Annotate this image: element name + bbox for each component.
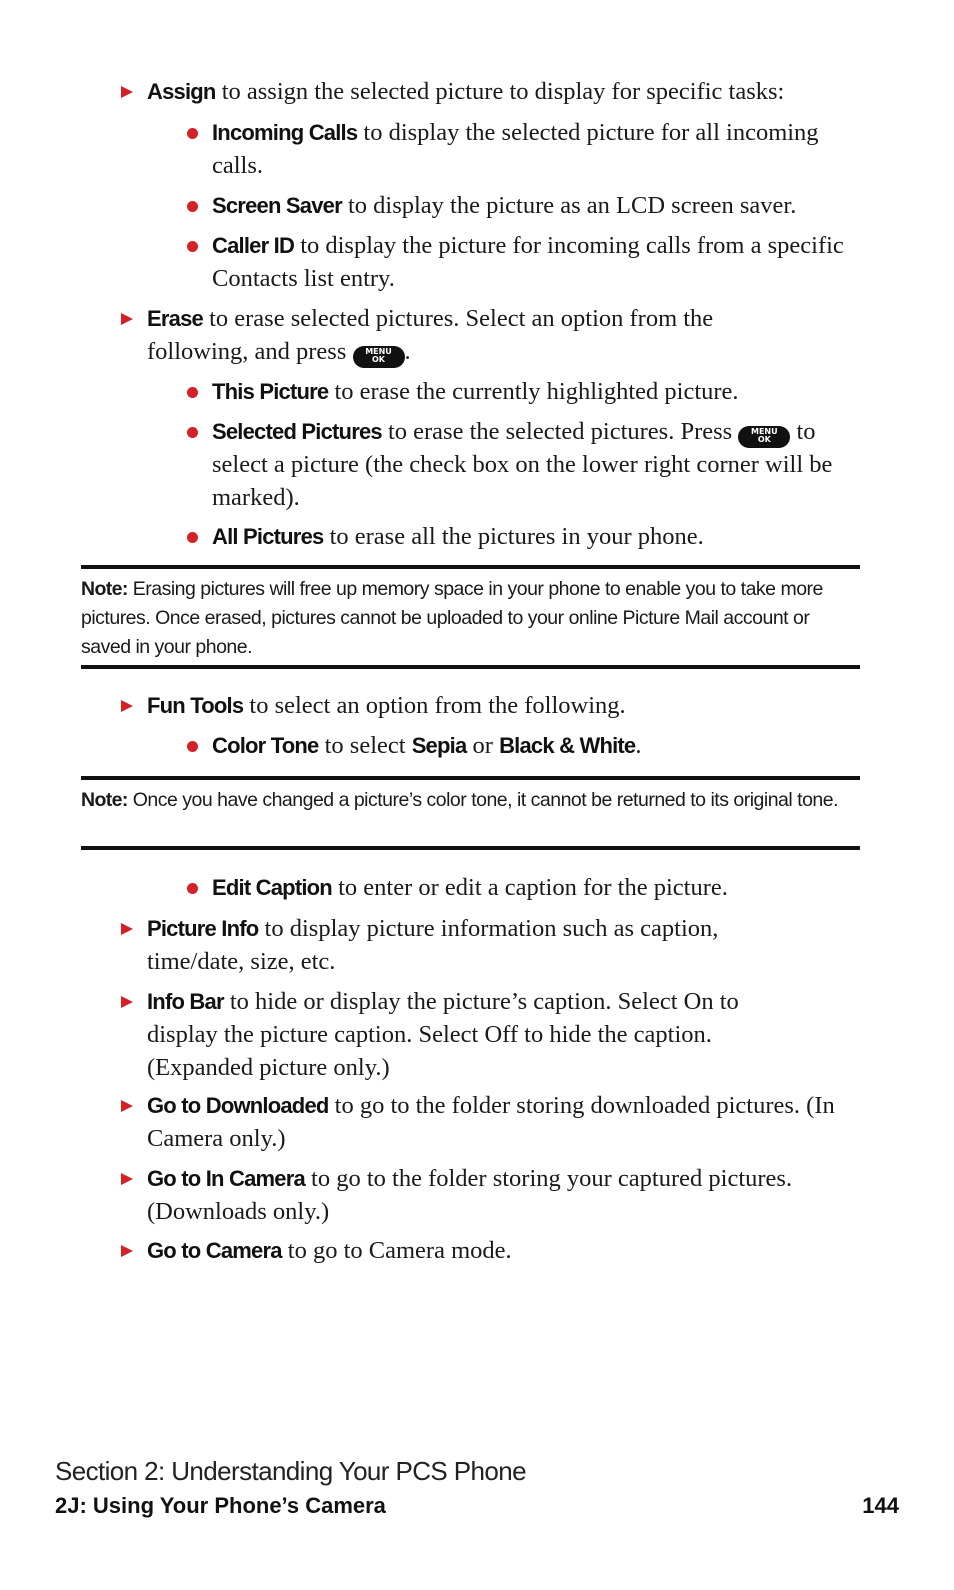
note-box-tone [81,776,860,850]
term-label: Incoming Calls [212,120,358,145]
option-picture-info [147,912,787,978]
menu-ok-key-icon: MENU OK [353,346,405,368]
term-label: Info Bar [147,989,224,1014]
option-sepia: Sepia [411,733,467,758]
dot-bullet-icon [187,427,198,438]
term-label: Selected Pictures [212,419,382,444]
arrow-bullet-icon [121,1173,133,1185]
note-text: Erasing pictures will free up memory space in your phone to enable you to take more pictures. Once erased, pictures cannot be uploaded to your online Picture Mail account or saved in your phone. [81,578,823,658]
description: to assign the selected picture to display for specific tasks: [215,78,785,105]
option-assign [147,75,867,108]
arrow-bullet-icon [121,1245,133,1257]
description: to go to Camera mode. [281,1237,512,1264]
description: to select an option from the following. [243,692,626,719]
term-label: Go to Camera [147,1238,282,1263]
description: to display the picture for incoming calls from a specific Contacts list entry. [212,232,844,292]
dot-bullet-icon [187,883,198,894]
arrow-bullet-icon [121,923,133,935]
page-number: 144 [862,1493,899,1518]
description: to hide or display the picture’s caption. Select On to display the picture caption. Select Off to hide the caption. (Expanded picture only.) [147,988,739,1081]
description: to display the picture as an LCD screen saver. [341,192,797,219]
option-screen-saver [212,189,867,222]
option-caller-id [212,229,867,295]
description-continued: to select a picture (the check box on the lower right corner will be marked). [212,418,833,511]
option-selected-pictures [212,415,867,514]
description: to go to the folder storing your captured pictures. (Downloads only.) [147,1165,793,1225]
note-text: Once you have changed a picture’s color tone, it cannot be returned to its original tone. [127,789,839,811]
menu-ok-key-icon: MENU OK [738,426,790,448]
term-label: Erase [147,306,203,331]
description: to display picture information such as caption, time/date, size, etc. [147,915,719,975]
term-label: Caller ID [212,233,295,258]
option-erase: Erase to erase selected pictures. Select an option from the following, and press MENU OK . [147,302,787,368]
term-label: Picture Info [147,916,259,941]
term-label: Go to In Camera [147,1166,305,1191]
option-fun-tools [147,689,867,722]
dot-bullet-icon [187,532,198,543]
option-go-to-in-camera [147,1162,867,1228]
arrow-bullet-icon [121,86,133,98]
dot-bullet-icon [187,241,198,252]
footer-section-title: Section 2: Understanding Your PCS Phone [55,1456,526,1486]
option-black-white: Black & White [499,733,636,758]
option-incoming-calls [212,116,867,182]
dot-bullet-icon [187,741,198,752]
description: to erase the currently highlighted picture. [328,378,739,405]
description: to erase all the pictures in your phone. [323,523,704,550]
arrow-bullet-icon [121,700,133,712]
dot-bullet-icon [187,201,198,212]
option-info-bar [147,985,807,1084]
term-label: This Picture [212,379,329,404]
arrow-bullet-icon [121,996,133,1008]
description: to go to the folder storing downloaded pictures. (In Camera only.) [147,1092,835,1152]
term-label: Screen Saver [212,193,342,218]
term-label: Color Tone [212,733,319,758]
note-box-erase [81,565,860,669]
description: to enter or edit a caption for the picture. [331,874,728,901]
dot-bullet-icon [187,387,198,398]
note-label: Note: [81,578,128,600]
description: to erase the selected pictures. Press [381,418,739,445]
description: to erase selected pictures. Select an option from the following, and press [147,305,714,365]
option-color-tone: Color Tone to select Sepia or Black & White. [212,729,867,762]
option-all-pictures [212,520,867,553]
term-label: Edit Caption [212,875,332,900]
arrow-bullet-icon [121,313,133,325]
note-label: Note: [81,789,128,811]
description: to display the selected picture for all incoming calls. [212,119,819,179]
term-label: Assign [147,79,216,104]
option-go-to-downloaded [147,1089,867,1155]
dot-bullet-icon [187,128,198,139]
option-edit-caption [212,871,867,904]
option-go-to-camera [147,1234,867,1267]
term-label: Fun Tools [147,693,244,718]
term-label: Go to Downloaded [147,1093,329,1118]
arrow-bullet-icon [121,1100,133,1112]
term-label: All Pictures [212,524,324,549]
footer-chapter-title: 2J: Using Your Phone’s Camera [55,1493,386,1518]
option-this-picture [212,375,867,408]
